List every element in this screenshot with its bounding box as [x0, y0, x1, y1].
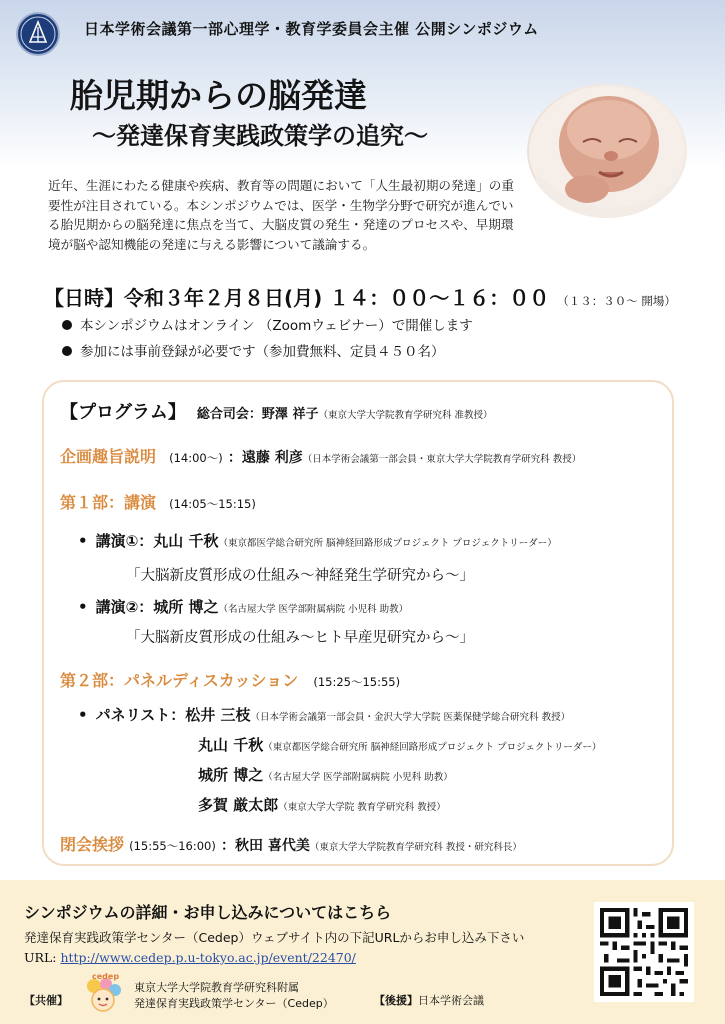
url-label: URL: — [24, 950, 57, 965]
panelist-3-affiliation: （名古屋大学 医学部附属病院 小児科 助教） — [263, 772, 453, 783]
note-registration: 参加には事前登録が必要です（参加費無料、定員４５０名） — [62, 340, 445, 360]
panelist-1-affiliation: （日本学術会議第一部会員・金沢大学大学院 医薬保健学総合研究科 教授） — [250, 712, 571, 723]
date-label: 【日時】令和３年２月８日(月) １４：００～１６：００ — [44, 286, 550, 310]
talk-1-speaker: 講演①：丸山 千秋 — [95, 532, 219, 550]
panelist-label: パネリスト： — [95, 706, 186, 724]
cedep-logo-text: cedep — [92, 972, 120, 981]
support — [374, 992, 484, 1008]
event-url-link[interactable]: http://www.cedep.p.u-tokyo.ac.jp/event/22470/ — [60, 950, 356, 965]
bullet-icon — [62, 346, 72, 356]
panelist-1-name: 松井 三枝 — [185, 706, 251, 724]
open-time: （１３：３０～ 開場） — [557, 294, 676, 308]
part1-time: (14:05～15:15) — [169, 497, 256, 511]
closing-time: (15:55～16:00) — [129, 839, 216, 853]
event-date — [44, 282, 676, 311]
cedep-name — [134, 980, 334, 1012]
panelist-4-name: 多賀 厳太郎 — [198, 796, 279, 814]
closing-label: 閉会挨拶 — [60, 835, 125, 854]
intro-paragraph: 近年、生涯にわたる健康や疾病、教育等の問題において「人生最初期の発達」の重要性が注目されている。本シンポジウムでは、医学・生物学分野で研究が進んでいる胎児期からの脳発達に焦点を当て、大脳皮質の発生・発達のプロセスや、早期環境が脳や認知機能の発達に与える影響について議論する。 — [48, 178, 514, 252]
panelist-2 — [198, 734, 601, 755]
talk-2-speaker: 講演②：城所 博之 — [95, 598, 219, 616]
part1-label: 第１部：講演 — [60, 493, 157, 512]
support-org: 日本学術会議 — [418, 994, 484, 1007]
page-subtitle: ～発達保育実践政策学の追究～ — [92, 121, 428, 150]
program-heading: 【プログラム】 — [60, 402, 186, 423]
cedep-logo-icon — [82, 972, 124, 1016]
page-title: 胎児期からの脳発達 — [70, 76, 367, 115]
intro-session-speaker: ：遠藤 利彦 — [227, 450, 303, 466]
note-online: 本シンポジウムはオンライン （Zoomウェビナー）で開催します — [62, 314, 473, 334]
closing-affiliation: （東京大学大学院教育学研究科 教授・研究科長） — [309, 842, 522, 853]
bullet-icon — [62, 320, 72, 330]
panelist-4-affiliation: （東京大学大学院 教育学研究科 教授） — [278, 802, 446, 813]
organizer-line: 日本学術会議第一部心理学・教育学委員会主催 公開シンポジウム — [84, 20, 539, 38]
cedep-line-2: 発達保育実践政策学センター（Cedep） — [134, 997, 334, 1010]
talk-1 — [78, 530, 557, 551]
program-heading-row — [60, 398, 492, 424]
part1-heading — [60, 490, 256, 513]
footer — [0, 880, 725, 1024]
closing-speaker: ：秋田 喜代美 — [220, 838, 310, 854]
panelist-2-name: 丸山 千秋 — [198, 736, 264, 754]
panelist-3 — [198, 764, 453, 785]
panelist-4 — [198, 794, 446, 815]
part2-time: (15:25～15:55) — [313, 675, 401, 689]
moderator-affiliation: （東京大学大学院教育学研究科 准教授） — [318, 410, 493, 421]
panelist-3-name: 城所 博之 — [198, 766, 264, 784]
footer-url-row — [24, 950, 356, 965]
panelist-2-affiliation: （東京都医学総合研究所 脳神経回路形成プロジェクト プロジェクトリーダー） — [263, 742, 602, 753]
support-label: 【後援】 — [374, 994, 418, 1007]
bullet-icon: • — [78, 532, 88, 550]
intro-session — [60, 444, 581, 467]
cedep-line-1: 東京大学大学院教育学研究科附属 — [134, 981, 299, 994]
talk-2-affiliation: （名古屋大学 医学部附属病院 小児科 助教） — [218, 604, 409, 615]
part2-heading — [60, 668, 400, 691]
panelist-1 — [78, 704, 570, 725]
intro-session-label: 企画趣旨説明 — [60, 447, 157, 466]
intro-session-time: (14:00～) — [169, 451, 223, 465]
qr-code-icon[interactable] — [594, 902, 694, 1002]
intro-session-affiliation: （日本学術会議第一部会員・東京大学大学院教育学研究科 教授） — [302, 454, 582, 465]
talk-1-affiliation: （東京都医学総合研究所 脳神経回路形成プロジェクト プロジェクトリーダー） — [218, 538, 557, 549]
bullet-icon: • — [78, 598, 88, 616]
bullet-icon: • — [78, 706, 88, 724]
part2-label: 第２部：パネルディスカッション — [60, 671, 299, 690]
talk-1-title: 「大脳新皮質形成の仕組み～神経発生学研究から～」 — [126, 568, 474, 584]
program-box — [42, 380, 674, 866]
baby-photo — [527, 84, 687, 218]
footer-title: シンポジウムの詳細・お申し込みについてはこちら — [24, 903, 392, 922]
talk-2 — [78, 596, 408, 617]
science-council-logo-icon — [16, 12, 60, 56]
moderator: 総合司会：野澤 祥子 — [196, 407, 319, 422]
closing-session — [60, 832, 522, 855]
footer-text: 発達保育実践政策学センター（Cedep）ウェブサイト内の下記URLからお申し込み下さい — [24, 930, 525, 945]
talk-2-title: 「大脳新皮質形成の仕組み～ヒト早産児研究から～」 — [126, 630, 474, 646]
cohost-label: 【共催】 — [24, 994, 68, 1007]
